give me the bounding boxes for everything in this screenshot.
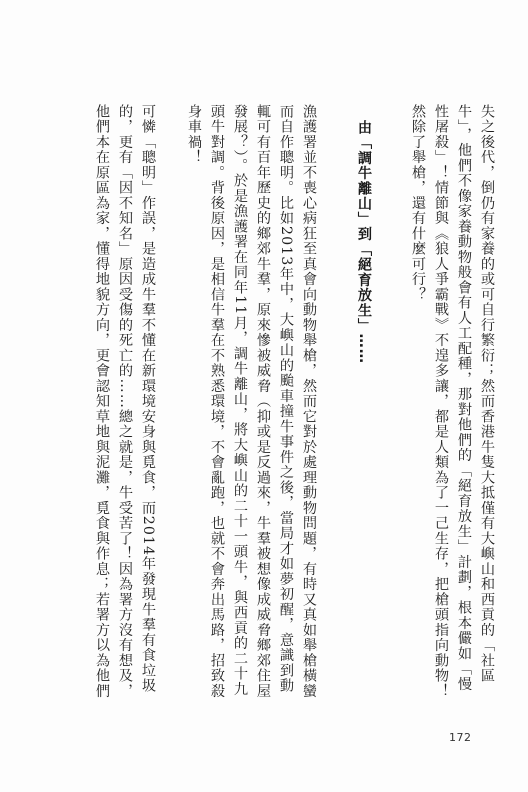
text-column-3: 性屠殺」！情節與《狼人爭霸戰》不遑多讓，都是人類為了一己生存，把槍頭指向動物！ (433, 104, 449, 699)
text-column-1: 失之後代，倒仍有家養的或可自行繁衍；然而香港牛隻大抵僅有大嶼山和西貢的「社區 (479, 104, 495, 684)
text-column-4: 然除了舉槍，還有什麼可行？ (410, 104, 426, 303)
text-column-10: 身車禍！ (186, 104, 202, 165)
text-column-11: 可憐「聰明」作誤，是造成牛羣不懂在新環境安身與覓食，而2014年發現牛羣有食垃圾 (140, 104, 156, 694)
text-column-5: 漁護署並不喪心病狂至真會向動物舉槍，然而它對於處理動物問題，有時又真如舉槍橫蠻 (301, 104, 317, 699)
text-column-8: 發展？）。於是漁護署在同年11月，調牛離山，將大嶼山的二十一頭牛，與西貢的二十九 (232, 104, 248, 697)
text-column-12: 的，更有「因不知名」原因受傷的死亡的……總之就是，牛受苦了！因為署方沒有想及， (117, 104, 133, 699)
text-column-9: 頭牛對調。背後原因，是相信牛羣在不熟悉環境，不會亂跑，也就不會奔出馬路，招致殺 (209, 104, 225, 699)
page-number: 172 (449, 731, 472, 744)
text-column-6: 而自作聰明。比如2013年中，大嶼山的颱車撞牛事件之後，當局才如夢初醒，意識到動 (278, 104, 294, 694)
text-column-13: 他們本在原區為家，懂得地貌方向，更會認知草地與泥灘，覓食與作息；若署方以為他們 (94, 104, 110, 699)
section-heading: 由「調牛離山」到「絕育放生」…… (356, 120, 372, 364)
text-column-7: 輒可有百年歷史的鄉郊牛羣，原來慘被威脅（抑或是反過來，牛羣被想像成威脅鄉郊住屋 (255, 104, 271, 699)
text-column-2: 牛」，他們不像家養動物般會有人工配種，那對他們的「絕育放生」計劃，根本儼如「慢 (456, 104, 472, 692)
